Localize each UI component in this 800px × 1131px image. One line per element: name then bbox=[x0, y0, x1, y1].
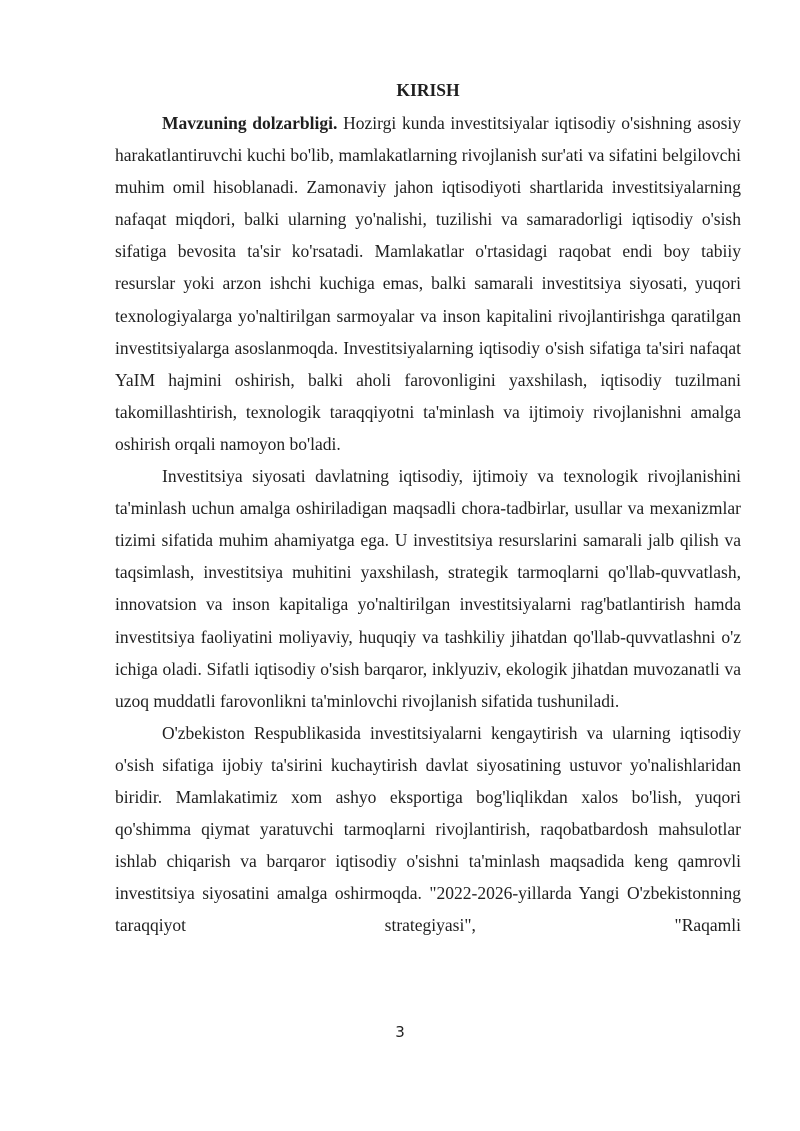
paragraph-text: O'zbekiston Respublikasida investitsiyalarni kengaytirish va ularning iqtisodiy o'sish sifatiga ijobiy ta'sirini kuchaytirish davlat siyosatining ustuvor yo'nalishlaridan biridir. Mamlakatimiz xom ashyo eksportiga bog'liqlikdan xalos bo'lish, yuqori qo'shimma qiymat yaratuvchi tarmoqlarni rivojlantirish, raqobatbardosh mahsulotlar ishlab chiqarish va barqaror iqtisodiy o'sishni ta'minlash maqsadida keng qamrovli investitsiya siyosatini amalga oshirmoqda. "2022-2026-yillarda Yangi O'zbekistonning taraqqiyot strategiyasi", "Raqamli bbox=[115, 722, 741, 936]
paragraph-relevance bbox=[115, 107, 741, 460]
page-number: 3 bbox=[395, 1023, 405, 1041]
paragraph-lead: Mavzuning dolzarbligi. bbox=[162, 113, 338, 133]
page-body bbox=[115, 74, 741, 941]
paragraph-text: Investitsiya siyosati davlatning iqtisodiy, ijtimoiy va texnologik rivojlanishini ta'minlash uchun amalga oshiriladigan maqsadli chora-tadbirlar, usullar va mexanizmlar tizimi sifatida muhim ahamiyatga ega. U investitsiya resurslarini samarali jalb qilish va taqsimlash, investitsiya muhitini yaxshilash, strategik tarmoqlarni qo'llab-quvvatlash, innovatsion va inson kapitaliga yo'naltirilgan investitsiyalarni rag'batlantirish hamda investitsiya faoliyatini moliyaviy, huquqiy va tashkiliy jihatdan qo'llab-quvvatlashni o'z ichiga oladi. Sifatli iqtisodiy o'sish barqaror, inklyuziv, ekologik jihatdan muvozanatli va uzoq muddatli farovonlikni ta'minlovchi rivojlanish sifatida tushuniladi. bbox=[115, 466, 741, 711]
section-heading: KIRISH bbox=[396, 80, 460, 100]
paragraph-investment-policy bbox=[115, 460, 741, 717]
paragraph-uzbekistan bbox=[115, 717, 741, 942]
paragraph-text: Hozirgi kunda investitsiyalar iqtisodiy o'sishning asosiy harakatlantiruvchi kuchi bo'lib, mamlakatlarning rivojlanish sur'ati va sifatini belgilovchi muhim omil hisoblanadi. Zamonaviy jahon iqtisodiyoti shartlarida investitsiyalarning nafaqat miqdori, balki ularning yo'nalishi, tuzilishi va samaradorligi iqtisodiy o'sish sifatiga bevosita ta'sir ko'rsatadi. Mamlakatlar o'rtasidagi raqobat endi boy tabiiy resurslar yoki arzon ishchi kuchiga emas, balki samarali investitsiya siyosati, yuqori texnologiyalarga yo'naltirilgan sarmoyalar va inson kapitalini rivojlantirishga qaratilgan investitsiyalarga asoslanmoqda. Investitsiyalarning iqtisodiy o'sish sifatiga ta'siri nafaqat YaIM hajmini oshirish, balki aholi farovonligini yaxshilash, iqtisodiy tuzilmani takomillashtirish, texnologik taraqqiyotni ta'minlash va ijtimoiy rivojlanishni amalga oshirish orqali namoyon bo'ladi. bbox=[115, 113, 742, 454]
